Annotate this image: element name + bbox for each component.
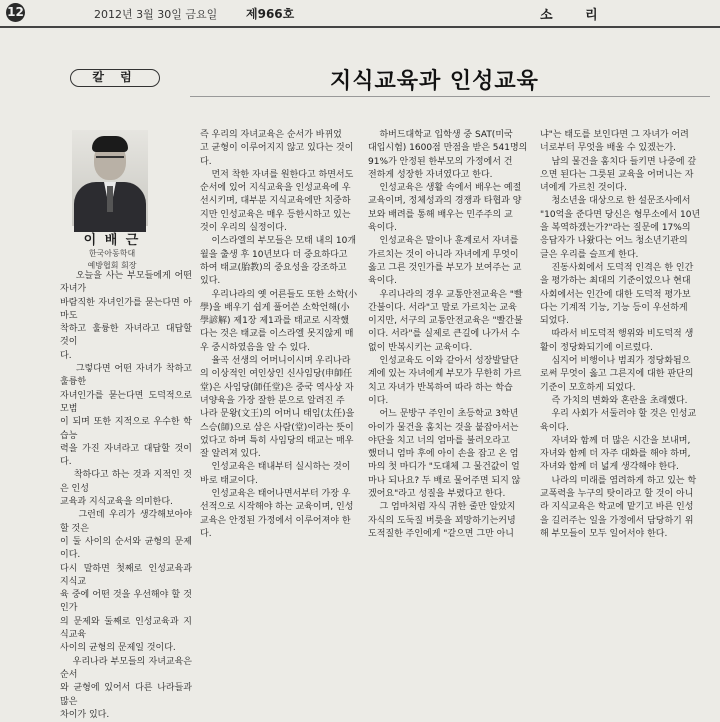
author-title-line2: 예방협회 회장 (87, 261, 137, 270)
author-box (62, 130, 162, 272)
column-tag: 칼 럼 (70, 69, 160, 87)
headline-divider (190, 96, 710, 97)
article-column-4: 냐"는 태도를 보인다면 그 자녀가 어려 너로부터 무엇을 배울 수 있겠는가. 남의 물건을 훔치다 들키면 나중에 갚 으면 된다는 그릇된 교육을 어머니는 자 녀에게 가르친 것이다. 청소년을 대상으로 한 설문조사에서 "10억을 준다면 당신은 형무소에서 10년 을 복역하겠는가?"라는 질문에 17%의 응답자가 나왔다는 어느 청소년기관의 글은 우리를 슬프게 한다. 진동사회에서 도덕적 인격은 한 인간 을 평가하는 최대의 기준이었으나 현대 사회에서는 인간에 대한 도덕적 평가보 다는 기계적 기능, 기능 등이 우선하게 되었다. 따라서 비도덕적 행위와 비도덕적 생 활이 정당화되기에 이르렀다. 심지어 비행이나 범죄가 정당화됨으 로써 무엇이 옳고 그른지에 대한 판단의 기준이 모호하게 되었다. 즉 가치의 변화와 혼란을 초래했다. 우리 사회가 서둘러야 할 것은 인성교 육이다. 자녀와 함께 더 많은 시간을 보내며, 자녀와 함께 더 자주 대화를 해야 하며, 자녀와 함께 더 넓게 생각해야 한다. 나라의 미래를 염려하게 하고 있는 학 교폭력을 누구의 탓이라고 할 것이 아니 라 지식교육은 학교에 맡기고 바른 인성 을 길러주는 일을 가정에서 담당하기 위 해 부모들이 모두 일어서야 한다. (540, 130, 701, 539)
author-title-line1: 한국아동학대 (88, 249, 136, 258)
page-number: 12 (6, 3, 25, 22)
author-photo (72, 130, 148, 226)
section-title: 소 리 (540, 8, 612, 23)
article-column-2: 즉 우리의 자녀교육은 순서가 바뀌었 고 균형이 이루어지지 않고 있다는 것이 다. 먼저 착한 자녀를 원한다고 하면서도 순서에 있어 지식교육을 인성교육에 우 선시키며, 대부분 지식교육에만 치중하 지만 인성교육은 매우 등한시하고 있는 것이 우리의 실정이다. 이스라엘의 부모들은 모태 내의 10개 월을 출생 후 10년보다 더 중요하다고 하여 태교(胎教)의 중요성을 강조하고 있다. 우리나라의 옛 어른들도 또한 소학(小 學)을 배우기 쉽게 풀어쓴 소학언해(小 學諺解) 제1장 제1과를 태교로 시작했 다는 것은 태교를 이스라엘 못지않게 매 우 중시하였음을 알 수 있다. 율곡 선생의 어머니이시며 우리나라 의 이상적인 여인상인 신사임당(申師任 堂)은 사임당(師任堂)은 중국 역사상 자 녀양육을 가장 잘한 분으로 알려진 주 나라 문왕(文王)의 어머니 태임(太任)을 스승(師)으로 삼은 사람(堂)이라는 뜻이 었다고 하며 특히 사임당의 태교는 매우 잘 알려져 있다. 인성교육은 태내부터 실시하는 것이 바로 태교이다. 인성교육은 태어나면서부터 가장 우 선적으로 시작해야 하는 교육이며, 인성 교육은 안정된 가정에서 이루어져야 한 다. (200, 130, 358, 539)
issue-number: 제966호 (246, 7, 295, 21)
page-header (0, 0, 720, 26)
author-name: 이 배 근 (83, 233, 141, 248)
article-column-3: 하버드대학교 입학생 중 SAT(미국 대입시험) 1600점 만점을 받은 541명의 91%가 안정된 한부모의 가정에서 건 전하게 성장한 자녀였다고 한다. 인성교육은 생활 속에서 배우는 예절 교육이며, 정체성과의 경쟁과 타협과 양 보와 배려를 통해 배우는 민주주의 교 육이다. 인성교육은 말이나 훈계로서 자녀를 가르치는 것이 아니라 자녀에게 무엇이 옳고 그른 것인가를 부모가 보여주는 교 육이다. 우리나라의 경우 교통안전교육은 "빨 간불이다. 서라"고 말로 가르치는 교육 이지만, 서구의 교통안전교육은 "빨간불 이다. 서라"를 실제로 큰길에 나가서 수 없이 반복시키는 교육이다. 인성교육도 이와 같아서 성장발달단 계에 있는 자녀에게 부모가 무한히 가르 치고 자녀가 반복하여 따라 하는 학습 이다. 어느 문방구 주인이 초등학교 3학년 아이가 물건을 훔치는 것을 붙잡아서는 야단을 치고 너의 엄마를 불러오라고 했더니 엄마 후에 아이 손을 잡고 온 엄 마의 첫 마디가 "도대체 그 물건값이 얼 마나 되나요? 두 배로 물어주면 되지 않 겠어요"라고 성질을 부렸다고 한다. 그 엄마처럼 자식 귀한 줄만 알았지 자식의 도둑질 버릇을 꾀망하기는커녕 도적질한 주인에게 "같으면 그만 아니 (368, 130, 528, 539)
article-column-1: 오늘을 사는 부모들에게 어떤 자녀가 바람직한 자녀인가를 묻는다면 아마도 착하고 훌륭한 자녀라고 대답할 것이 다. 그렇다면 어떤 자녀가 착하고 훌륭한 자녀인가를 묻는다면 도덕적으로 모범 이 되며 또한 지적으로 우수한 학습능 력을 가진 자녀라고 대답할 것이다. 착하다고 하는 것과 지적인 것은 인성 교육과 지식교육을 의미한다. 그런데 우리가 생각해보아야 할 것은 이 둘 사이의 순서와 균형의 문제이다. 다시 말하면 첫째로 인성교육과 지식교 육 중에 어떤 것을 우선해야 할 것인가 의 문제와 둘째로 인성교육과 지식교육 사이의 균형의 문제일 것이다. 우리나라 부모들의 자녀교육은 순서 와 균형에 있어서 다른 나라들과 많은 차이가 있다. (60, 271, 192, 720)
header-divider (0, 26, 720, 28)
article-headline: 지식교육과 인성교육 (330, 68, 539, 94)
issue-date: 2012년 3월 30일 금요일 (94, 8, 218, 21)
